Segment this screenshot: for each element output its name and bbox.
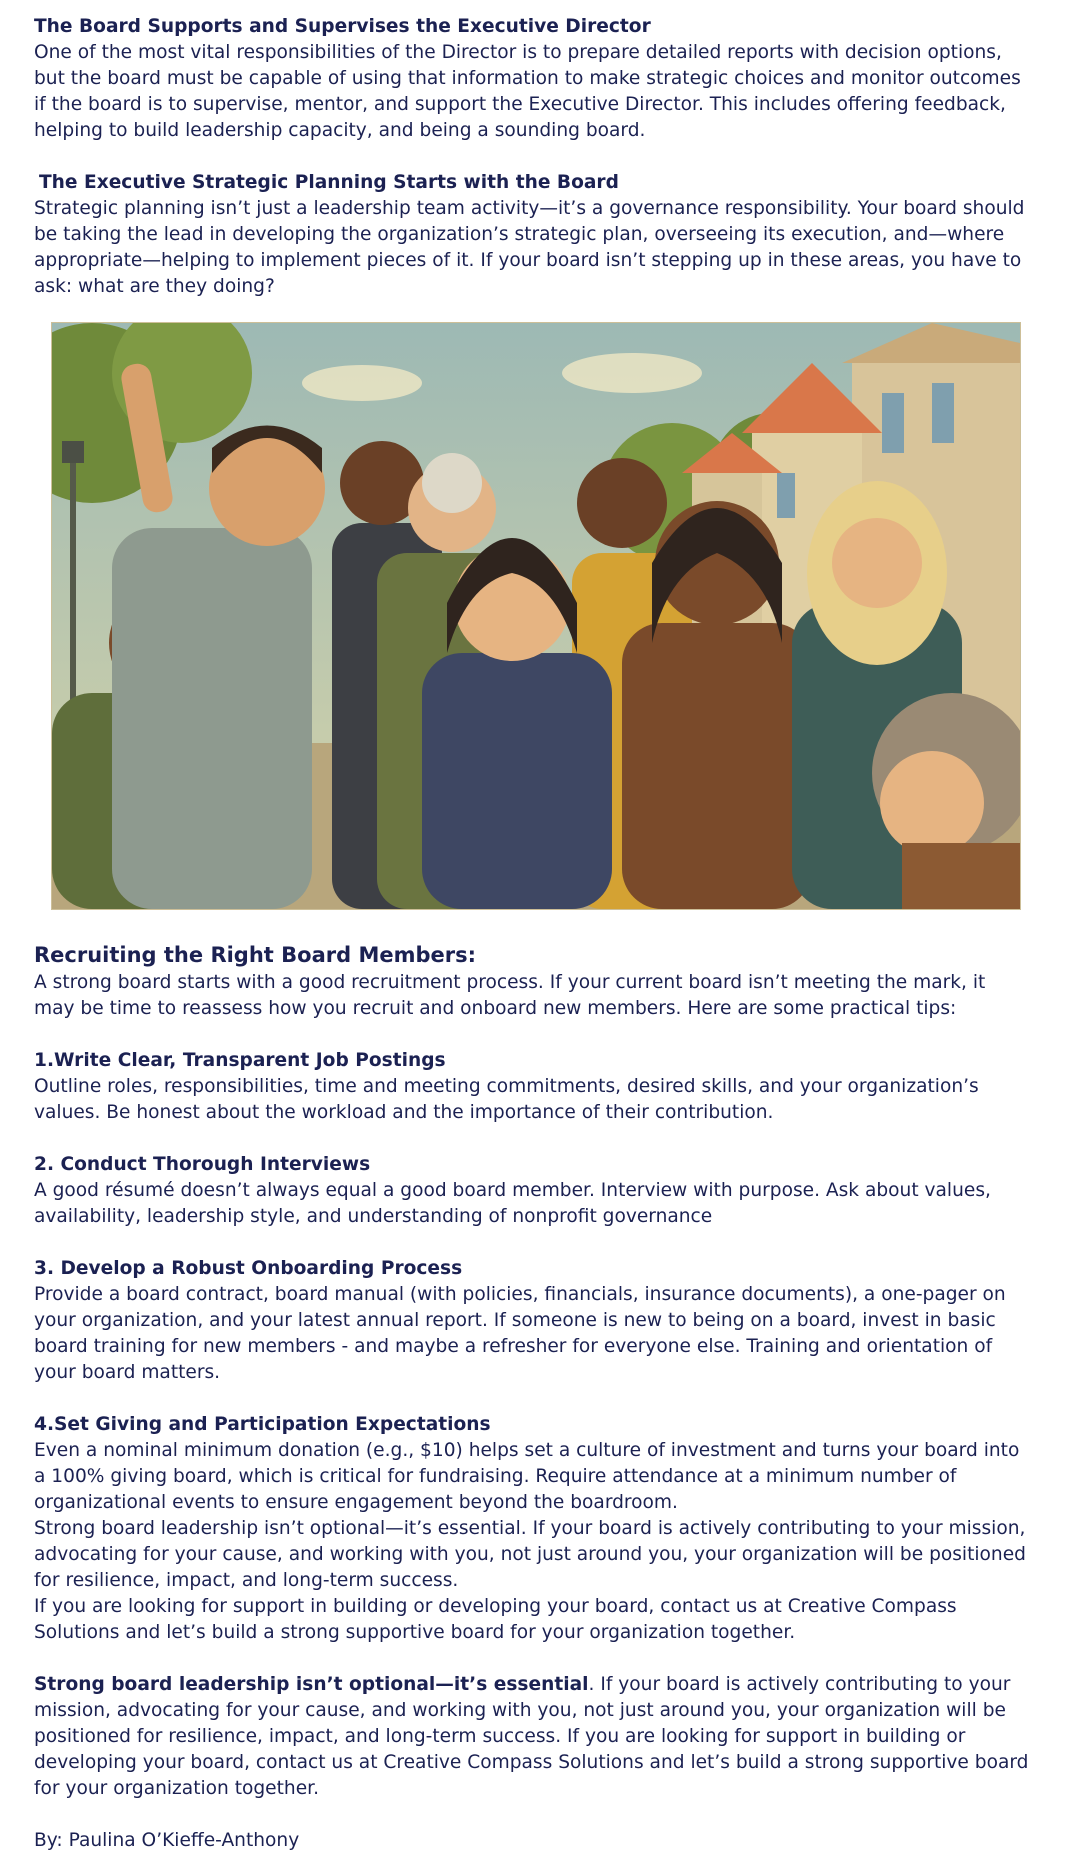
- section-body-supervises: One of the most vital responsibilities of the Director is to prepare detailed reports with decision options, but the board must be capable of using that information to make strategic choices and monitor outcomes if the board is to supervise, mentor, and support the Executive Director. This includes offering feedback, helping to build leadership capacity, and being a sounding board.: [34, 42, 1021, 141]
- tip-2-title: 2. Conduct Thorough Interviews: [34, 1154, 371, 1175]
- spacer: [34, 1646, 1031, 1672]
- spacer: [34, 1386, 1031, 1412]
- spacer: [34, 144, 1031, 170]
- tip-3-title: 3. Develop a Robust Onboarding Process: [34, 1258, 463, 1279]
- tip-4-title: 4.Set Giving and Participation Expectations: [34, 1414, 491, 1435]
- tip-1-body: Outline roles, responsibilities, time and meeting commitments, desired skills, and your organization’s values. Be honest about the workload and the importance of their contribution.: [34, 1076, 979, 1123]
- spacer: [34, 1022, 1031, 1048]
- community-group-illustration: [51, 322, 1021, 910]
- closing-paragraph-2: If you are looking for support in building or developing your board, contact us at Creative Compass Solutions and let’s build a strong supportive board for your organization together.: [34, 1596, 957, 1643]
- spacer: [34, 1126, 1031, 1152]
- section-heading-supervises: The Board Supports and Supervises the Executive Director: [34, 16, 651, 37]
- section-body-strategic-planning: Strategic planning isn’t just a leadership team activity—it’s a governance responsibility. Your board should be taking the lead in developing the organization’s strategic plan, overseeing its execution, and—where appropriate—helping to implement pieces of it. If your board isn’t stepping up in these areas, you have to ask: what are they doing?: [34, 198, 1025, 297]
- recruiting-heading: Recruiting the Right Board Members:: [34, 943, 476, 967]
- final-paragraph-text: . If your board is actively contributing to your mission, advocating for your cause, and working with you, not just around you, your organization will be positioned for resilience, impact, and long-term success. If you are looking for support in building or developing your board, contact us at Creative Compass Solutions and let’s build a strong supportive board for your organization together.: [34, 1674, 1029, 1799]
- tip-1-title: 1.Write Clear, Transparent Job Postings: [34, 1050, 446, 1071]
- spacer: [34, 1230, 1031, 1256]
- tip-3-body: Provide a board contract, board manual (with policies, financials, insurance documents), a one-pager on your organization, and your latest annual report. If someone is new to being on a board, invest in basic board training for new members - and maybe a refresher for everyone else. Training and orientation of your board matters.: [34, 1284, 1006, 1383]
- tip-2-body: A good résumé doesn’t always equal a good board member. Interview with purpose. Ask about values, availability, leadership style, and understanding of nonprofit governance: [34, 1180, 991, 1227]
- spacer: [34, 1802, 1031, 1828]
- closing-paragraph-1: Strong board leadership isn’t optional—it’s essential. If your board is actively contributing to your mission, advocating for your cause, and working with you, not just around you, your organization will be positioned for resilience, impact, and long-term success.: [34, 1518, 1026, 1591]
- byline: By: Paulina O’Kieffe-Anthony: [34, 1830, 300, 1851]
- final-paragraph-bold: Strong board leadership isn’t optional—it’s essential: [34, 1674, 589, 1695]
- tip-4-body: Even a nominal minimum donation (e.g., $10) helps set a culture of investment and turns your board into a 100% giving board, which is critical for fundraising. Require attendance at a minimum number of organizational events to ensure engagement beyond the boardroom.: [34, 1440, 1020, 1513]
- section-heading-strategic-planning: The Executive Strategic Planning Starts with the Board: [39, 172, 619, 193]
- recruiting-intro: A strong board starts with a good recruitment process. If your current board isn’t meeting the mark, it may be time to reassess how you recruit and onboard new members. Here are some practical tips:: [34, 972, 986, 1019]
- final-paragraph: [34, 1672, 1031, 1802]
